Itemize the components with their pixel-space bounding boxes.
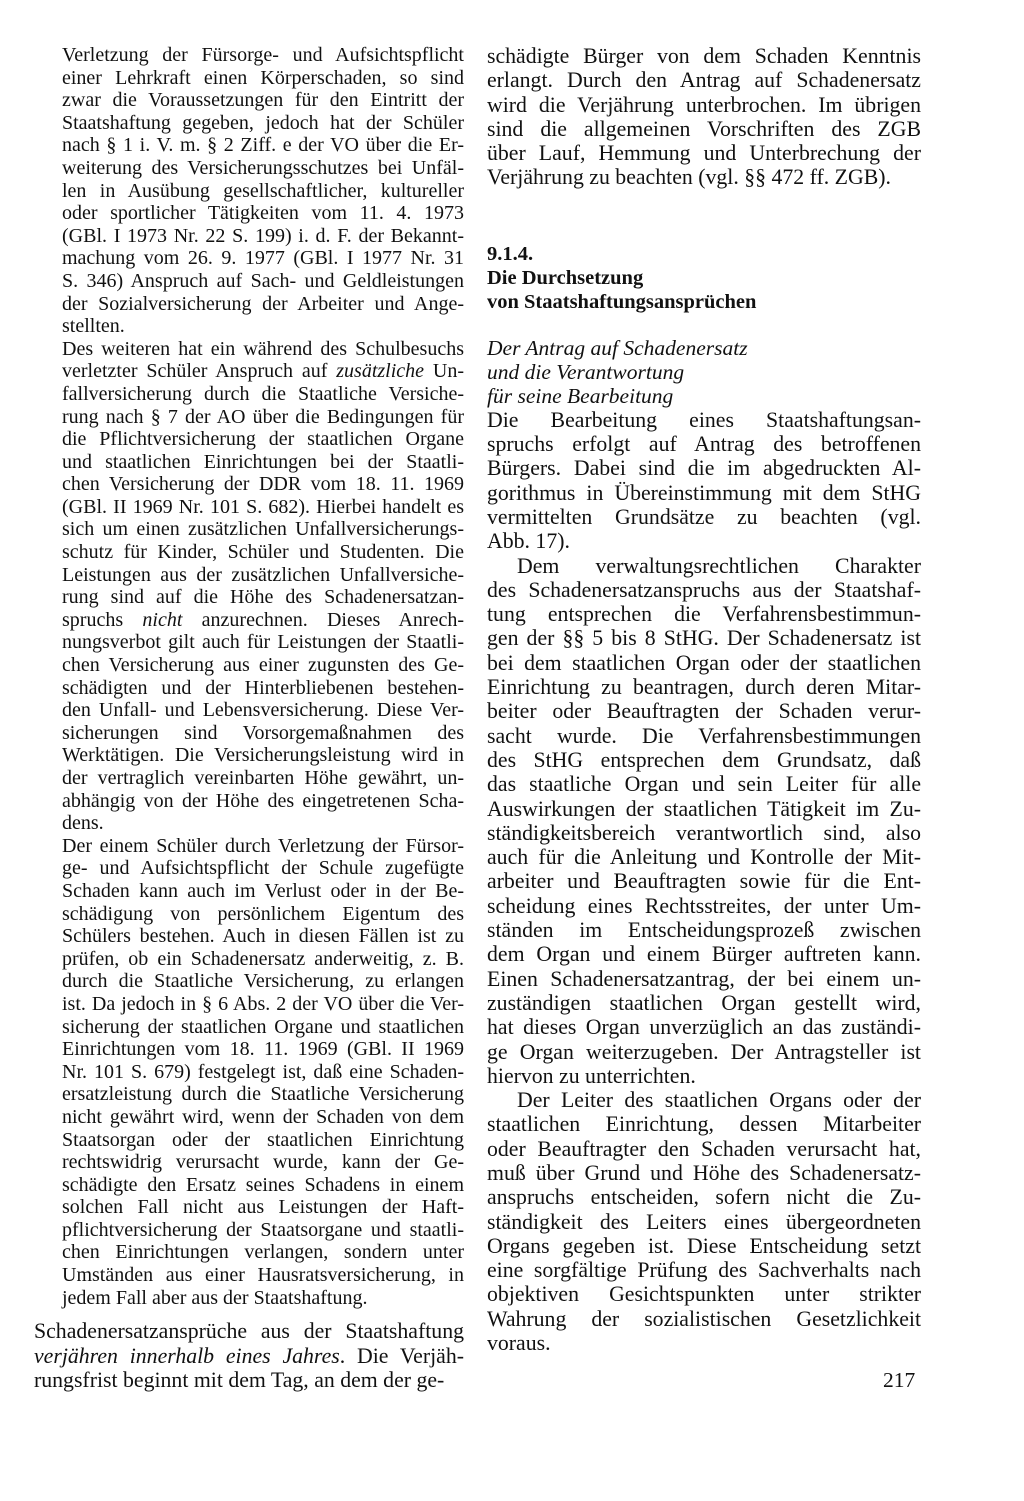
text-line: des StHG entsprechen dem Grundsatz, daß xyxy=(487,747,921,772)
text-line: Die Bearbeitung eines Staatshaftungsan- xyxy=(487,407,921,432)
text-line: chen Versicherung aus einer zugunsten des Ge- xyxy=(62,654,464,677)
subheading-line: für seine Bearbeitung xyxy=(487,383,674,408)
text-line: staatlichen Einrichtung, dessen Mitarbeiter xyxy=(487,1112,921,1137)
text-line: muß über Grund und Höhe des Schadenersatz- xyxy=(487,1160,921,1185)
text-line: oder sportlicher Tätigkeiten vom 11. 4. 1973 xyxy=(62,202,464,225)
text-line: dens. xyxy=(62,812,104,835)
text-line: Schaden kann auch im Verlust oder in der Be- xyxy=(62,879,464,902)
paragraph-entscheidung-leiter xyxy=(487,1088,921,1355)
text-line: Staatshaftung gegeben, jedoch hat der Schüler xyxy=(62,111,464,134)
text-line: und staatlichen Einrichtungen bei der Staatli- xyxy=(62,450,464,473)
text-line: oder Beauftragter den Schaden verursacht hat, xyxy=(487,1136,921,1161)
text-line: gorithmus in Übereinstimmung mit dem StHG xyxy=(487,480,921,505)
text-line: schädigten und der Hinterbliebenen bestehen- xyxy=(62,676,464,699)
text-line: Verletzung der Fürsorge- und Aufsichtspflicht xyxy=(62,44,464,66)
text-line: wird die Verjährung unterbrochen. Im übrigen xyxy=(487,92,921,117)
text-line: (GBl. I 1973 Nr. 22 S. 199) i. d. F. der Bekannt- xyxy=(62,224,464,247)
text-line: hat dieses Organ unverzüglich an das zuständi- xyxy=(487,1015,921,1040)
section-title-line-1: Die Durchsetzung xyxy=(487,266,644,289)
text-line: fallversicherung durch die Staatliche Versiche- xyxy=(62,382,464,405)
text-line: sich um einen zusätzlichen Unfallversicherungs- xyxy=(62,518,464,541)
text-line: beiter oder Beauftragten der Schaden verur- xyxy=(487,699,921,724)
text-line: erlangt. Durch den Antrag auf Schadenersatz xyxy=(487,68,921,93)
text-line: ge- und Aufsichtspflicht der Schule zugefügte xyxy=(62,857,464,880)
text-line: die Pflichtversicherung der staatlichen Organe xyxy=(62,428,464,451)
text-line: ständigkeit des Leiters eines übergeordneten xyxy=(487,1209,921,1234)
text-line: über Lauf, Hemmung und Unterbrechung der xyxy=(487,141,921,166)
section-number: 9.1.4. xyxy=(487,242,534,265)
text-line: verjähren innerhalb eines Jahres. Die Verjäh- xyxy=(34,1343,464,1368)
text-line: spruchs nicht anzurechnen. Dieses Anrech- xyxy=(62,608,465,631)
text-line: Schülers bestehen. Auch in diesen Fällen ist zu xyxy=(62,925,464,948)
text-line: dem Organ und einem Bürger auftreten kann. xyxy=(487,942,921,967)
text-line: Nr. 101 S. 679) festgelegt ist, daß eine Schaden- xyxy=(62,1060,464,1083)
text-line: Wahrung der sozialistischen Gesetzlichkeit xyxy=(487,1306,921,1331)
text-line: auch für die Anleitung und Kontrolle der Mit- xyxy=(487,845,921,870)
text-line: Der einem Schüler durch Verletzung der Fürsor- xyxy=(62,834,464,857)
text-line: objektiven Gesichtspunkten unter strikter xyxy=(487,1282,921,1307)
text-line: abhängig von der Höhe des eingetretenen Scha- xyxy=(62,789,464,812)
text-line: ersatzleistung durch die Staatliche Versicherung xyxy=(62,1083,464,1106)
text-line: anspruchs entscheiden, sofern nicht die Zu- xyxy=(487,1185,921,1210)
text-line: ist. Da jedoch in § 6 Abs. 2 der VO über die Ver- xyxy=(62,992,464,1015)
text-line: Des weiteren hat ein während des Schulbesuchs xyxy=(62,337,464,360)
text-line: Abb. 17). xyxy=(487,529,570,554)
paragraph-eigentumsschaden xyxy=(34,835,464,1309)
subheading-line: und die Verantwortung xyxy=(487,359,685,384)
text-line: Bürgers. Dabei sind die im abgedruckten Al- xyxy=(487,456,921,481)
text-line: len in Ausübung gesellschaftlicher, kultureller xyxy=(62,179,464,202)
text-line: den Unfall- und Lebensversicherung. Diese Ver- xyxy=(62,699,464,722)
text-line: sacht wurde. Die Verfahrensbestimmungen xyxy=(487,723,921,748)
section-title-line-2: von Staatshaftungsansprüchen xyxy=(487,290,757,313)
text-line: rechtswidrig verursacht wurde, kann der Ge- xyxy=(62,1151,464,1174)
text-line: ge Organ weiterzugeben. Der Antragsteller ist xyxy=(487,1039,921,1064)
text-line: rungsfrist beginnt mit dem Tag, an dem der ge- xyxy=(34,1367,445,1392)
paragraph-verjaehrung-fortsetzung xyxy=(487,44,921,190)
text-line: der vertraglich vereinbarten Höhe gewährt, un- xyxy=(62,767,464,789)
text-line: sind die allgemeinen Vorschriften des ZGB xyxy=(487,116,921,141)
text-line: weiterung des Versicherungsschutzes bei Unfäl- xyxy=(62,156,464,179)
text-line: nach § 1 i. V. m. § 2 Ziff. e der VO über die Er- xyxy=(62,134,464,157)
text-line: ständen im Entscheidungsprozeß zwischen xyxy=(487,918,921,943)
text-line: tung entsprechen die Verfahrensbestimmun- xyxy=(487,602,921,627)
text-line: prüfen, ob ein Schadenersatz anderweitig, z. B. xyxy=(62,947,464,970)
paragraph-koerperschaden xyxy=(34,44,464,338)
text-line: (GBl. II 1969 Nr. 101 S. 682). Hierbei handelt es xyxy=(62,495,464,518)
text-line: schutz für Kinder, Schüler und Studenten. Die xyxy=(62,541,464,564)
text-line: voraus. xyxy=(487,1331,551,1356)
text-line: Der Leiter des staatlichen Organs oder der xyxy=(517,1088,921,1113)
subheading-line: Der Antrag auf Schadenersatz xyxy=(487,335,748,360)
text-line: rung nach § 7 der AO über die Bedingungen für xyxy=(62,405,464,428)
text-line: zwar die Voraussetzungen für den Eintritt der xyxy=(62,89,464,112)
text-line: der Sozialversicherung der Arbeiter und Ange- xyxy=(62,292,464,315)
section-heading xyxy=(487,242,921,314)
text-line: pflichtversicherung der Staatsorgane und staatli- xyxy=(62,1218,464,1241)
text-line: zuständigen staatlichen Organ gestellt wird, xyxy=(487,990,921,1015)
text-line: scheidung eines Rechtsstreites, der unter Um- xyxy=(487,893,921,918)
text-line: schädigung von persönlichem Eigentum des xyxy=(62,902,464,925)
text-line: arbeiter und Beauftragten sowie für die Ent- xyxy=(487,869,921,894)
text-line: hiervon zu unterrichten. xyxy=(487,1063,696,1088)
text-line: Dem verwaltungsrechtlichen Charakter xyxy=(517,553,921,578)
text-line: Werktätigen. Die Versicherungsleistung wird in xyxy=(62,744,464,767)
text-line: schädigte Bürger von dem Schaden Kenntnis xyxy=(487,44,921,68)
text-line: jedem Fall aber aus der Staatshaftung. xyxy=(62,1286,368,1309)
text-line: nicht gewährt wird, wenn der Schaden von dem xyxy=(62,1105,464,1128)
right-column xyxy=(487,44,921,1355)
text-line: das staatliche Organ und sein Leiter für alle xyxy=(487,772,921,797)
text-line: Einrichtung zu beantragen, durch deren Mitar- xyxy=(487,675,921,700)
text-line: chen Einrichtungen verlangen, sondern unter xyxy=(62,1241,464,1264)
text-line: machung vom 26. 9. 1977 (GBl. I 1977 Nr. 31 xyxy=(62,247,464,270)
text-line: stellten. xyxy=(62,315,125,338)
text-line: solchen Fall nicht aus Leistungen der Haft- xyxy=(62,1196,464,1219)
text-line: bei dem staatlichen Organ oder der staatlichen xyxy=(487,650,921,675)
text-line: Leistungen aus der zusätzlichen Unfallversiche- xyxy=(62,563,464,586)
text-line: nungsverbot gilt auch für Leistungen der Staatli- xyxy=(62,631,464,654)
paragraph-verfahrensbestimmungen xyxy=(487,554,921,1089)
text-line: rung sind auf die Höhe des Schadenersatzan- xyxy=(62,586,464,609)
text-line: eine sorgfältige Prüfung des Sachverhalts nach xyxy=(487,1258,921,1283)
text-line: Umständen aus einer Hausratsversicherung, in xyxy=(62,1264,464,1287)
text-line: Organs gegeben ist. Diese Entscheidung setzt xyxy=(487,1233,921,1258)
text-line: spruchs erfolgt auf Antrag des betroffenen xyxy=(487,432,921,457)
text-line: verletzter Schüler Anspruch auf zusätzliche Un- xyxy=(62,360,464,383)
text-line: gen der §§ 5 bis 8 StHG. Der Schadenersatz ist xyxy=(487,626,921,651)
text-line: Schadenersatzansprüche aus der Staatshaftung xyxy=(34,1319,464,1344)
text-line: Verjährung zu beachten (vgl. §§ 472 ff. ZGB). xyxy=(487,165,891,190)
text-line: Einrichtungen vom 18. 11. 1969 (GBl. II 1969 xyxy=(62,1038,464,1061)
text-line: des Schadenersatzanspruchs aus der Staatshaf- xyxy=(487,577,921,602)
text-line: sicherungen sind Vorsorgemaßnahmen des xyxy=(62,721,464,744)
text-line: schädigte den Ersatz seines Schadens in einem xyxy=(62,1173,464,1196)
text-line: S. 346) Anspruch auf Sach- und Geldleistungen xyxy=(62,269,464,292)
text-line: Staatsorgan oder der staatlichen Einrichtung xyxy=(62,1128,464,1151)
page-number: 217 xyxy=(883,1368,916,1392)
text-line: Einen Schadenersatzantrag, der bei einem un- xyxy=(487,966,921,991)
subheading xyxy=(487,336,921,408)
paragraph-zusaetzliche-unfallversicherung xyxy=(34,338,464,835)
text-line: durch die Staatliche Versicherung, zu erlangen xyxy=(62,970,464,993)
paragraph-verjaehrung xyxy=(34,1319,464,1392)
paragraph-bearbeitung xyxy=(487,408,921,554)
text-line: sicherung der staatlichen Organe und staatlichen xyxy=(62,1015,464,1038)
text-line: chen Versicherung der DDR vom 18. 11. 1969 xyxy=(62,473,464,496)
text-line: einer Lehrkraft einen Körperschaden, so sind xyxy=(62,66,464,89)
text-line: Auswirkungen der staatlichen Tätigkeit im Zu- xyxy=(487,796,921,821)
text-line: vermittelten Grundsätze zu beachten (vgl. xyxy=(487,504,921,529)
left-column xyxy=(34,44,464,1392)
text-line: ständigkeitsbereich verantwortlich sind, also xyxy=(487,820,921,845)
